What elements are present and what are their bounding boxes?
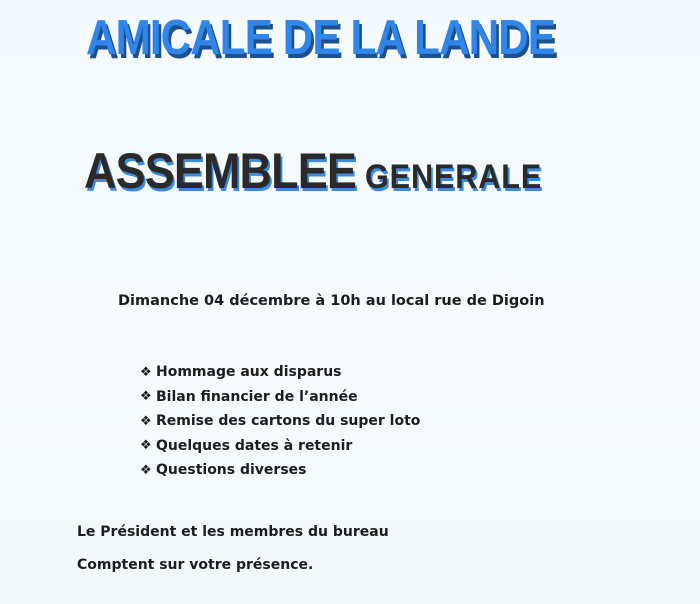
agenda-item-label: Hommage aux disparus [156,364,342,381]
diamond-bullet-icon: ❖ [140,438,152,454]
agenda-item [140,409,420,434]
agenda-item-label: Bilan financier de l’année [156,388,358,405]
subtitle-generale: GENERALE [364,158,543,196]
agenda-item-label: Quelques dates à retenir [156,437,353,454]
document-subtitle [84,142,542,200]
agenda-item-label: Questions diverses [156,462,307,479]
footer-closing: Comptent sur votre présence. [77,557,314,573]
agenda-item [140,385,420,410]
agenda-item [140,434,420,459]
diamond-bullet-icon: ❖ [140,462,152,478]
subtitle-assemblee: ASSEMBLEE [84,143,356,199]
footer-signature: Le Président et les membres du bureau [77,524,389,540]
event-date-line: Dimanche 04 décembre à 10h au local rue de Digoin [118,293,545,309]
document-title: AMICALE DE LA LANDE [86,11,556,65]
diamond-bullet-icon: ❖ [140,413,152,429]
diamond-bullet-icon: ❖ [140,364,152,380]
agenda-list [140,360,420,483]
agenda-item-label: Remise des cartons du super loto [156,413,421,430]
agenda-item [140,360,420,385]
diamond-bullet-icon: ❖ [140,389,152,405]
agenda-item [140,458,420,483]
